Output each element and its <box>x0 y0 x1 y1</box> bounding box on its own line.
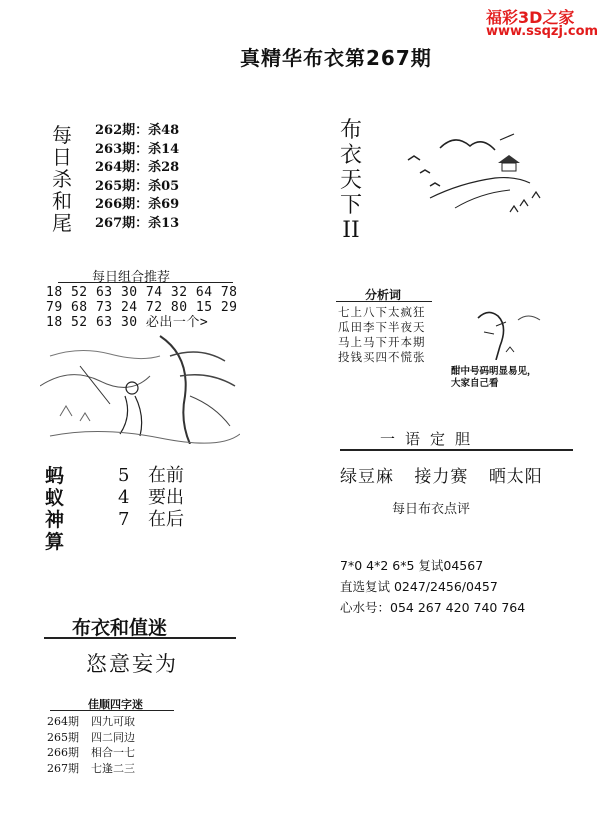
divider <box>50 710 174 711</box>
list-item <box>47 730 135 746</box>
ant-text: 在前 <box>148 465 184 486</box>
page-title: 真精华布衣第267期 <box>240 46 432 70</box>
pick-line: 7*0 4*2 6*5 复试04567 <box>340 558 484 573</box>
list-item <box>118 509 184 531</box>
ant-num: 4 <box>118 487 130 508</box>
ant-num: 7 <box>118 509 130 530</box>
heading-char: 日 <box>52 145 72 169</box>
heading-char: II <box>342 218 360 243</box>
buyi-tianxia-heading <box>338 118 364 243</box>
heading-char: 衣 <box>339 143 362 168</box>
daily-review-label: 每日布衣点评 <box>392 502 471 517</box>
combo-row: 18 52 63 30 必出一个> <box>46 315 209 330</box>
riddle-list <box>47 714 135 776</box>
pick-line: 心水号：054 267 420 740 764 <box>340 600 526 615</box>
poem-line: 马上马下开本期 <box>338 335 426 349</box>
list-item: 263期：杀14 <box>95 141 180 157</box>
combo-title: 每日组合推荐 <box>92 270 171 285</box>
analysis-title: 分析词 <box>365 288 402 302</box>
heading-char: 尾 <box>52 211 72 235</box>
heading-char: 蚂 <box>45 465 65 487</box>
riddle-period: 266期 <box>47 746 79 759</box>
landscape-sketch-illustration <box>400 128 550 216</box>
pick-line: 直选复试 0247/2456/0457 <box>340 579 498 594</box>
verdict-line <box>340 462 557 487</box>
riddle-period: 265期 <box>47 730 79 744</box>
kill-tail-heading <box>50 124 74 234</box>
combo-grid <box>46 285 238 330</box>
number-picks <box>340 555 525 618</box>
divider <box>336 301 432 302</box>
list-item <box>47 761 135 777</box>
list-item <box>47 745 135 761</box>
poem-line: 瓜田李下半夜天 <box>338 320 426 334</box>
poem-line: 七上八下太疯狂 <box>338 305 426 319</box>
combo-row: 18 52 63 30 74 32 64 78 <box>46 285 238 300</box>
divider <box>44 637 236 639</box>
note-line: 酣中号码明显易见， <box>451 366 537 377</box>
list-item: 265期：杀05 <box>95 178 180 194</box>
heading-char: 每 <box>52 123 72 147</box>
verdict-word: 接力赛 <box>414 467 469 487</box>
list-item: 262期：杀48 <box>95 123 180 138</box>
list-item: 264期：杀28 <box>95 160 180 175</box>
riddle-period: 264期 <box>47 715 79 728</box>
list-item <box>118 487 184 509</box>
list-item: 267期：杀13 <box>95 215 180 231</box>
verdict-word: 晒太阳 <box>488 467 543 487</box>
heading-char: 布 <box>339 118 362 143</box>
list-item <box>118 465 184 487</box>
heading-char: 蚁 <box>45 487 65 509</box>
ant-god-heading <box>45 465 67 553</box>
riddle-text: 相合一七 <box>91 746 135 759</box>
heading-char: 下 <box>339 193 362 218</box>
one-word-heading: 一语定胆 <box>380 430 481 448</box>
site-watermark-url: www.ssqzj.com <box>486 24 599 39</box>
divider <box>58 282 233 283</box>
riddle-title: 佳顺四字迷 <box>88 698 143 711</box>
riddle-text: 四九可取 <box>91 715 135 728</box>
analysis-note <box>451 366 537 390</box>
kill-tail-list <box>95 122 179 233</box>
divider <box>340 449 573 451</box>
buyi-idiom: 恣意妄为 <box>86 652 178 676</box>
riddle-text: 七逢二三 <box>91 761 135 775</box>
ant-num: 5 <box>118 465 130 486</box>
list-item: 266期：杀69 <box>95 197 180 212</box>
ant-god-list <box>118 465 184 531</box>
riddle-period: 267期 <box>47 761 79 775</box>
ant-text: 在后 <box>148 509 184 530</box>
riddle-text: 四二同边 <box>91 730 135 744</box>
heading-char: 和 <box>52 189 72 213</box>
buyi-value-title: 布衣和值迷 <box>72 617 168 639</box>
combo-row: 79 68 73 24 72 80 15 29 <box>46 300 238 315</box>
ant-text: 要出 <box>148 487 184 508</box>
heading-char: 杀 <box>52 167 72 191</box>
site-watermark-name: 福彩3D之家 <box>486 8 575 27</box>
analysis-poem <box>338 305 426 365</box>
fisherman-sketch-illustration <box>40 326 240 444</box>
list-item <box>47 714 135 730</box>
cliff-sketch-illustration <box>468 306 548 360</box>
heading-char: 神 <box>45 509 65 531</box>
verdict-word: 绿豆麻 <box>340 467 394 487</box>
heading-char: 算 <box>45 531 65 553</box>
note-line: 大家自己看 <box>451 378 499 389</box>
poem-line: 投钱买四不慌张 <box>338 350 426 364</box>
heading-char: 天 <box>339 168 362 193</box>
